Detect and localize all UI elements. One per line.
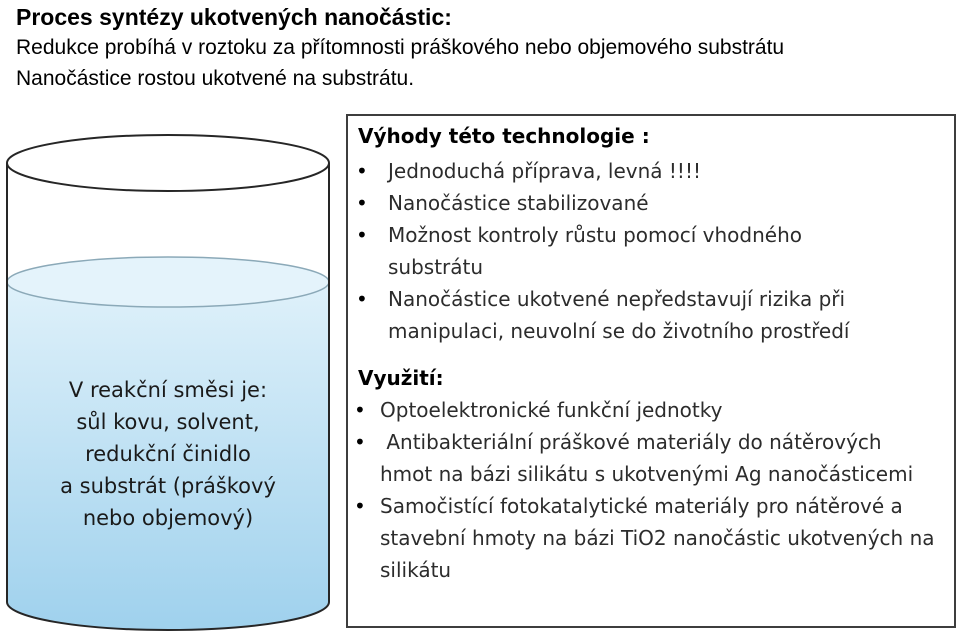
beaker-rim — [7, 135, 329, 191]
usage-list — [352, 394, 952, 586]
intro-line-2: Nanočástice rostou ukotvené na substrátu. — [16, 67, 415, 90]
beaker-label-line: nebo objemový) — [82, 506, 254, 530]
list-item: • Nanočástice ukotvené nepředstavují rizika při manipulaci, neuvolní se do životního prostředí — [352, 283, 928, 347]
list-item: • Jednoduchá příprava, levná !!!! — [352, 155, 942, 187]
usage-title: Využití: — [358, 366, 444, 390]
beaker-label-line: a substrát (práškový — [60, 474, 276, 498]
advantages-title: Výhody této technologie : — [358, 124, 650, 148]
list-item: • Nanočástice stabilizované — [352, 187, 942, 219]
page-title: Proces syntézy ukotvených nanočástic: — [16, 4, 452, 30]
info-box — [346, 114, 956, 628]
list-item: • Optoelektronické funkční jednotky — [352, 394, 952, 426]
beaker-label-line: V reakční směsi je: — [68, 378, 268, 402]
list-item: • Samočistící fotokatalytické materiály pro nátěrové a stavební hmoty na bázi TiO2 nanočástic ukotvených na silikátu — [352, 490, 950, 586]
intro-line-1: Redukce probíhá v roztoku za přítomnosti práškového nebo objemového substrátu — [16, 36, 785, 59]
beaker-label — [30, 374, 306, 534]
advantages-list — [352, 155, 942, 347]
beaker-label-line: redukční činidlo — [85, 442, 251, 466]
liquid-surface — [7, 257, 329, 307]
beaker-label-line: sůl kovu, solvent, — [76, 410, 260, 434]
list-item: • Antibakteriální práškové materiály do nátěrových hmot na bázi silikátu s ukotvenými Ag nanočásticemi — [352, 426, 940, 490]
list-item: • Možnost kontroly růstu pomocí vhodného substrátu — [352, 219, 838, 283]
